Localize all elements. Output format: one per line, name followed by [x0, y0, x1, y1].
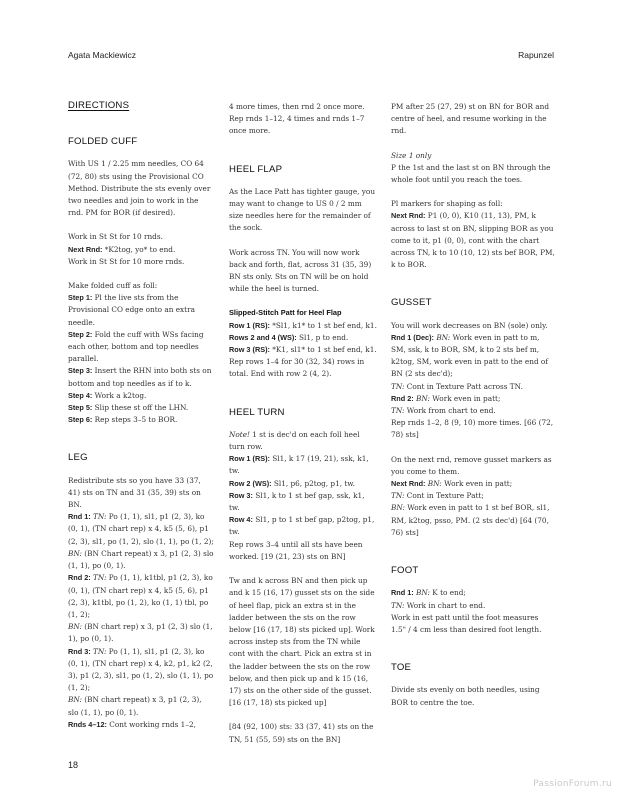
text: Po (1, 1), sl1, p1 (2, 3), ko (0, 1), (TN chart rep) x 4, k2, p1, k2 (2, 3), p1 (2, 3), sl1, po (1, 2), slo (1, 1), po (1, 2);	[68, 646, 214, 693]
size-1-text: P the 1st and the last st on BN through the whole foot until you reach the toes.	[391, 162, 551, 185]
label: Step 6:	[68, 415, 93, 425]
heel-turn-row-4	[229, 514, 377, 538]
needle: TN:	[93, 573, 107, 583]
heel-turn-row-2	[229, 478, 377, 490]
text: *K2tog, yo* to end.	[102, 244, 176, 254]
label: Row 1 (RS):	[229, 454, 270, 464]
text: *K1, sl1* to 1 st bef end, k1.	[269, 345, 377, 355]
header-title: Rapunzel	[518, 50, 554, 60]
size-label: Size 1 only	[391, 150, 432, 160]
text: P1 (0, 0), K10 (11, 13), PM, k across to last st on BN, slipping BOR as you come to it, p1 (0, 0), cont with the chart across TN, k to 10 (10, 12) sts bef BOR, PM, k to BOR.	[391, 211, 555, 270]
text: Slip these st off the LHN.	[92, 403, 189, 413]
leg-paragraph: Redistribute sts so you have 33 (37, 41) sts on TN and 31 (35, 39) sts on BN.	[68, 475, 201, 510]
folded-cuff-heading: FOLDED CUFF	[68, 136, 138, 148]
text: Work a k2tog.	[92, 390, 147, 400]
step-6	[68, 414, 214, 426]
heel-turn-repeat: Rep rows 3–4 until all sts have been worked. [19 (21, 23) sts on BN]	[229, 539, 363, 561]
needle: TN:	[93, 646, 107, 656]
needle: BN:	[427, 479, 442, 489]
text: Pl the live sts from the Provisional CO edge onto an extra needle.	[68, 293, 195, 327]
label: Rnd 1:	[391, 588, 414, 598]
heel-turn-note	[229, 429, 377, 453]
foot-paragraph: Work in est patt until the foot measures 1.5" / 4 cm less than desired foot length.	[391, 612, 542, 634]
text: Rep steps 3–5 to BOR.	[92, 415, 178, 425]
label: Rnd 3:	[68, 646, 91, 656]
leg-continued: 4 more times, then rnd 2 once more. Rep rnds 1–12, 4 times and rnds 1–7 once more.	[229, 102, 365, 136]
cuff-intro: Make folded cuff as foll:	[68, 281, 158, 291]
heel-flap-row-3	[229, 344, 377, 356]
heel-turn-stitch-count: [84 (92, 100) sts: 33 (37, 41) sts on the TN, 51 (55, 59) sts on the BN]	[229, 722, 374, 744]
text: K to end;	[429, 588, 466, 598]
label: Step 4:	[68, 390, 93, 400]
text: Work even in patt;	[441, 479, 513, 489]
needle: BN:	[391, 503, 405, 513]
step-1	[68, 292, 214, 329]
heel-flap-heading: HEEL FLAP	[229, 163, 283, 175]
directions-heading: DIRECTIONS	[68, 100, 130, 111]
heel-flap-rows-2-4	[229, 332, 377, 344]
leg-rnds-4-12	[68, 719, 214, 731]
gusset-heading: GUSSET	[391, 297, 432, 309]
heel-flap-paragraph-2: Work across TN. You will now work back and forth, flat, across 31 (35, 39) BN sts only. Sts on TN will be on hold while the heel is turned.	[229, 247, 372, 294]
label: Rnds 4–12:	[68, 719, 107, 729]
text: 1 st is dec'd on each foll heel turn row.	[229, 429, 360, 452]
markers-next-rnd	[391, 210, 555, 271]
text: Po (1, 1), sl1, p1 (2, 3), ko (0, 1), (TN chart rep) x 4, k5 (5, 6), p1 (2, 3), sl1, po (1, 2), slo (1, 1), po (1, 2);	[68, 512, 214, 546]
leg-rnd-3	[68, 646, 214, 695]
column-1	[68, 100, 214, 731]
text: Work even in patt;	[429, 393, 501, 403]
label: Next Rnd:	[68, 244, 103, 254]
label: Rows 2 and 4 (WS):	[229, 332, 297, 342]
label: Row 2 (WS):	[229, 478, 272, 488]
gusset-next-rnd-bn	[391, 502, 555, 539]
label: Rnd 2:	[391, 393, 414, 403]
heel-turn-row-3	[229, 490, 377, 514]
foot-rnd-1	[391, 587, 555, 599]
watermark: PassionForum.ru	[533, 779, 612, 789]
text: *Sl1, k1* to 1 st bef end, k1.	[269, 320, 377, 330]
text: Work from chart to end.	[404, 406, 496, 416]
foot-heading: FOOT	[391, 565, 419, 577]
text: Fold the cuff with WSs facing each other, bottom and top needles parallel.	[68, 329, 204, 364]
label: Next Rnd:	[391, 479, 426, 489]
needle: BN:	[68, 622, 82, 632]
cuff-line: Work in St St for 10 rnds.	[68, 232, 163, 242]
heel-turn-row-1	[229, 453, 377, 477]
label: Row 3 (RS):	[229, 345, 270, 355]
gusset-next-rnd-tn	[391, 490, 555, 502]
cuff-paragraph: With US 1 / 2.25 mm needles, CO 64 (72, 80) sts using the Provisional CO Method. Distribute the sts evenly over two needles and join to work in the rnd. PM for BOR (if desired).	[68, 159, 211, 218]
needle: TN:	[93, 512, 107, 522]
leg-rnd-1-bn	[68, 548, 214, 572]
gusset-rnd-1-tn	[391, 381, 555, 393]
heel-continued: PM after 25 (27, 29) st on BN for BOR and centre of heel, and resume working in the rnd.	[391, 102, 550, 136]
foot-rnd-1-tn	[391, 600, 555, 612]
cuff-next-rnd	[68, 244, 214, 256]
text: Sl1, k 17 (19, 21), ssk, k1, tw.	[229, 454, 369, 476]
text: Cont in Texture Patt across TN.	[404, 381, 523, 391]
step-5	[68, 402, 214, 414]
needle: BN:	[68, 695, 82, 705]
needle: TN:	[391, 600, 405, 610]
label: Row 4:	[229, 515, 253, 525]
gusset-next-rnd	[391, 478, 555, 490]
heel-turn-heading: HEEL TURN	[229, 406, 285, 418]
text: (BN Chart repeat) x 3, p1 (2, 3) slo (1, 1), po (0, 1).	[68, 548, 214, 571]
text: Cont working rnds 1–2,	[106, 719, 196, 729]
gusset-rnd-1	[391, 332, 555, 381]
cuff-line: Work in St St for 10 more rnds.	[68, 256, 185, 266]
needle: BN:	[436, 332, 451, 342]
column-3	[391, 101, 555, 721]
needle: BN:	[416, 393, 430, 403]
label: Rnd 2:	[68, 573, 91, 583]
label: Row 1 (RS):	[229, 320, 270, 330]
heel-flap-row-1	[229, 320, 377, 332]
gusset-repeat: Rep rnds 1–2, 8 (9, 10) more times. [66 (72, 78) sts]	[391, 418, 554, 440]
gusset-rnd-2-tn	[391, 405, 555, 417]
text: (BN chart rep) x 3, p1 (2, 3) slo (1, 1), po (0, 1).	[68, 622, 213, 644]
step-3	[68, 365, 214, 389]
needle: TN:	[391, 491, 405, 501]
label: Step 1:	[68, 293, 93, 303]
leg-rnd-2-bn	[68, 621, 214, 645]
leg-rnd-1	[68, 511, 214, 548]
label: Step 2:	[68, 329, 93, 339]
label: Rnd 1:	[68, 512, 91, 522]
needle: TN:	[391, 381, 405, 391]
toe-heading: TOE	[391, 662, 412, 674]
note-label: Note!	[229, 429, 250, 439]
text: Work in chart to end.	[404, 600, 486, 610]
gusset-paragraph: You will work decreases on BN (sole) only.	[391, 320, 548, 330]
leg-heading: LEG	[68, 452, 88, 464]
header-author: Agata Mackiewicz	[68, 50, 137, 60]
text: Sl1, p to end.	[296, 332, 349, 342]
toe-paragraph: Divide sts evenly on both needles, using BOR to centre the toe.	[391, 685, 540, 707]
step-4	[68, 390, 214, 402]
heel-turn-paragraph: Tw and k across BN and then pick up and k 15 (16, 17) gusset sts on the side of heel flap, pick an extra st in the ladder between the sts on the row below [16 (17, 18) sts picked up]. Work across instep sts from the TN while cont with the chart. Pick an extra st in the ladder between the sts on the row below, and then pick up and k 15 (16, 17) sts on the other side of the gusset. [16 (17, 18) sts picked up]	[229, 576, 375, 708]
label: Step 3:	[68, 366, 93, 376]
leg-rnd-2	[68, 572, 214, 621]
text: Insert the RHN into both sts on bottom and top needles as if to k.	[68, 366, 212, 388]
text: Po (1, 1), k1tbl, p1 (2, 3), ko (0, 1), (TN chart rep) x 4, k5 (5, 6), p1 (2, 3), k1tbl, po (1, 2), ko (1, 1) tbl, po (1, 2);	[68, 573, 213, 619]
slipped-stitch-title: Slipped-Stitch Patt for Heel Flap	[229, 308, 342, 318]
text: (BN chart repeat) x 3, p1 (2, 3), slo (1, 1), po (0, 1).	[68, 695, 202, 717]
heel-flap-repeat: Rep rows 1–4 for 30 (32, 34) rows in total. End with row 2 (4, 2).	[229, 357, 365, 379]
label: Next Rnd:	[391, 211, 426, 221]
needle: BN:	[416, 588, 430, 598]
needle: BN:	[68, 548, 82, 558]
text: Sl1, p to 1 st bef gap, p2tog, p1, tw.	[229, 515, 375, 537]
markers-intro: Pl markers for shaping as foll:	[391, 199, 503, 209]
size-1-label	[391, 150, 555, 162]
text: Work even in patt to 1 st bef BOR, sl1, RM, k2tog, psso, PM. (2 sts dec'd) [64 (70, 76) sts]	[391, 503, 550, 537]
text: Cont in Texture Patt;	[404, 491, 484, 501]
step-2	[68, 329, 214, 366]
page-number: 18	[68, 760, 79, 770]
text: Sl1, k to 1 st bef gap, ssk, k1, tw.	[229, 490, 365, 513]
gusset-paragraph-2: On the next rnd, remove gusset markers as you come to them.	[391, 454, 552, 476]
text: Work even in patt to m, SM, ssk, k to BOR, SM, k to 2 sts bef m, k2tog, SM, work even in patt to the end of BN (2 sts dec'd);	[391, 332, 549, 379]
leg-rnd-3-bn	[68, 694, 214, 718]
column-2	[229, 101, 377, 758]
label: Rnd 1 (Dec):	[391, 332, 434, 342]
label: Row 3:	[229, 490, 253, 500]
needle: TN:	[391, 406, 405, 416]
gusset-rnd-2	[391, 393, 555, 405]
text: Sl1, p6, p2tog, p1, tw.	[271, 478, 355, 488]
heel-flap-paragraph-1: As the Lace Patt has tighter gauge, you may want to change to US 0 / 2 mm size needles here for the remainder of the sock.	[229, 186, 376, 233]
label: Step 5:	[68, 403, 93, 413]
